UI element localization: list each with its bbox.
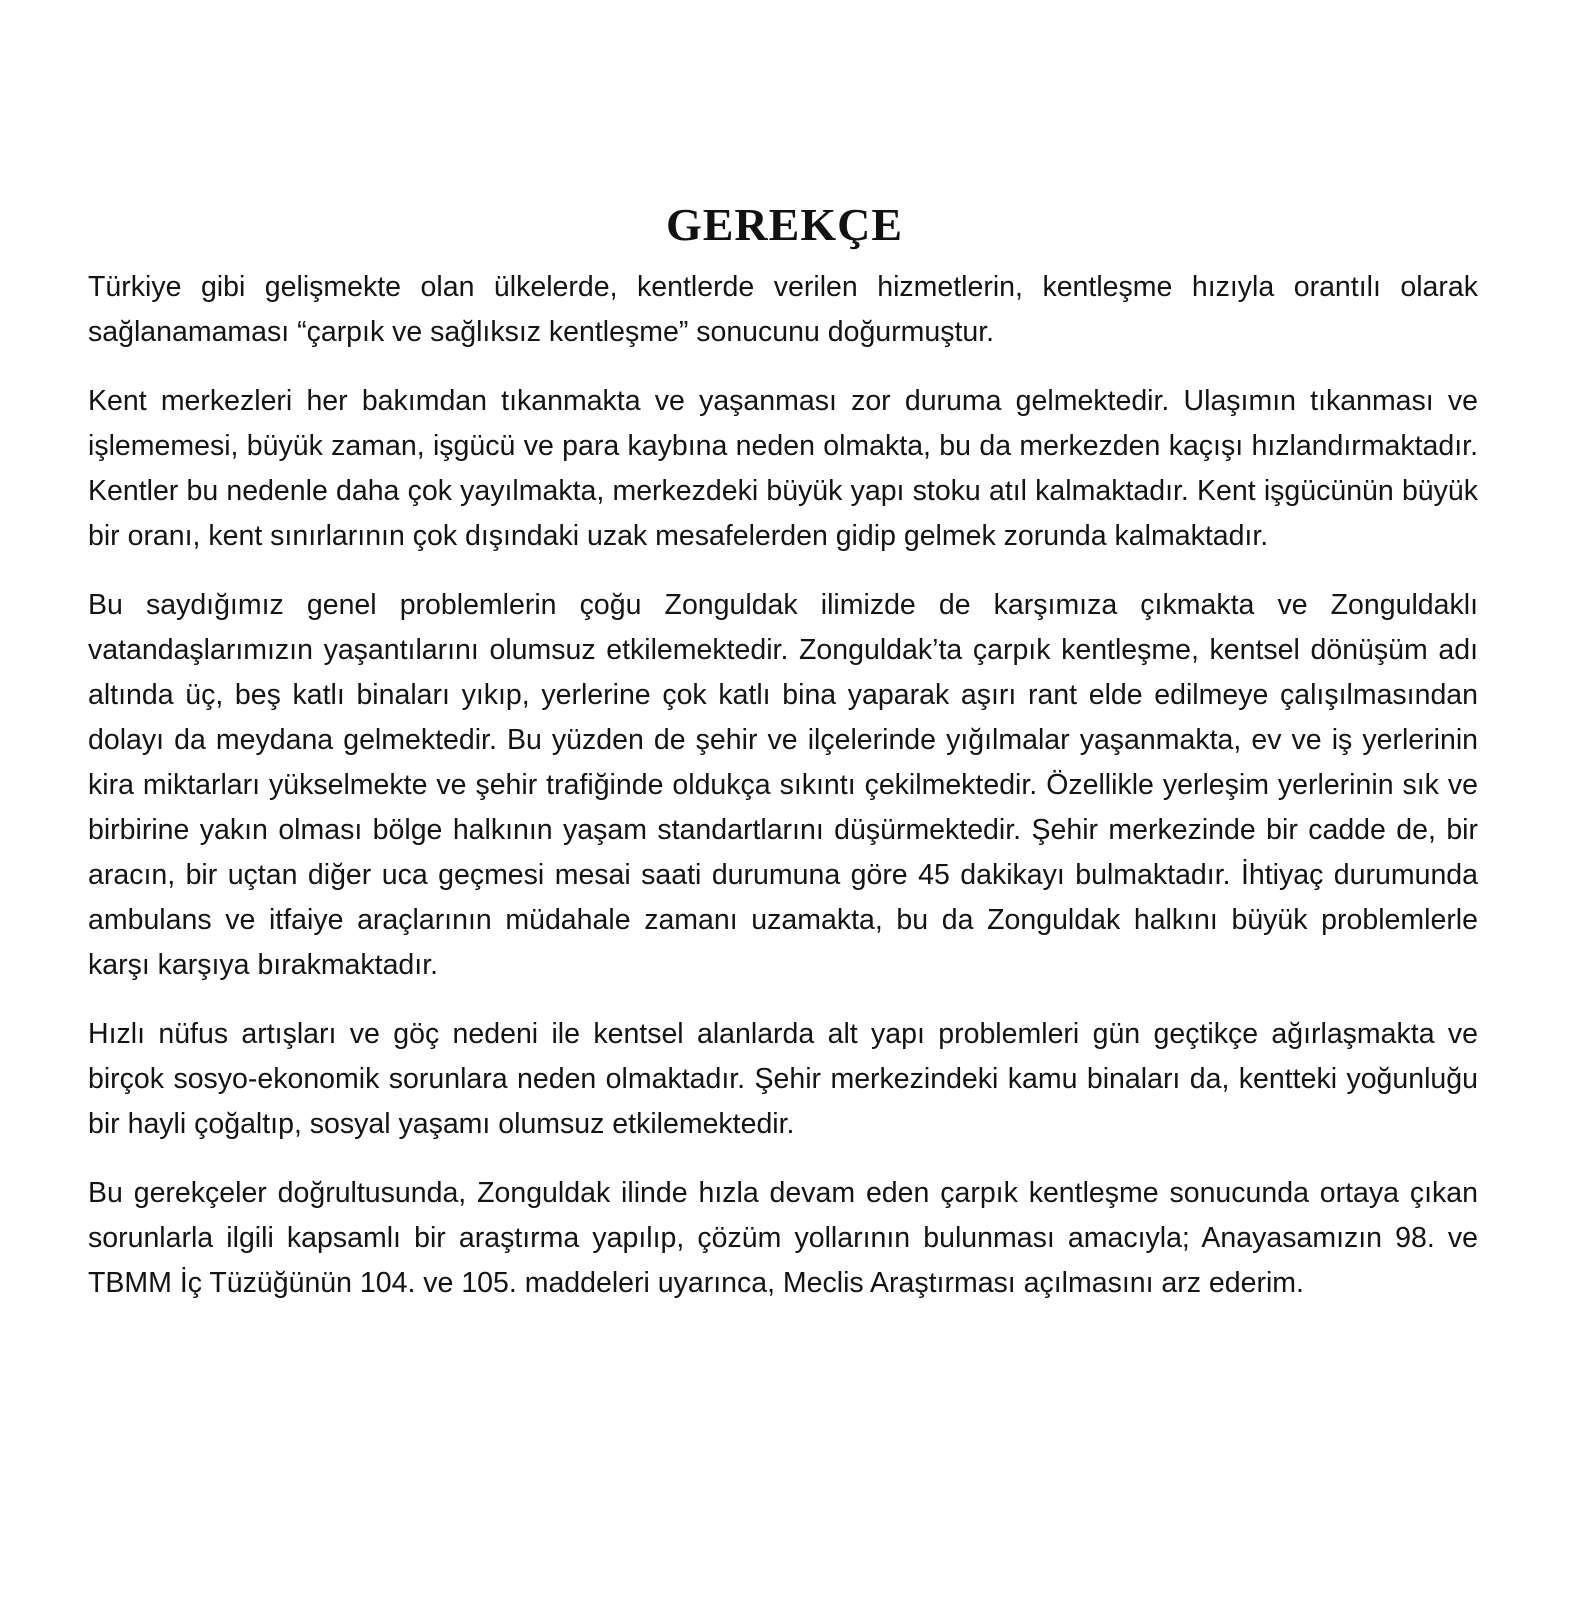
paragraph: Kent merkezleri her bakımdan tıkanmakta ve yaşanması zor duruma gelmektedir. Ulaşımın tıkanması ve işlememesi, büyük zaman, işgücü ve para kaybına neden olmakta, bu da merkezden kaçışı hızlandırmaktadır. Kentler bu nedenle daha çok yayılmakta, merkezdeki büyük yapı stoku atıl kalmaktadır. Kent işgücünün büyük bir oranı, kent sınırlarının çok dışındaki uzak mesafelerden gidip gelmek zorunda kalmaktadır.	[88, 385, 1478, 552]
paragraph: Türkiye gibi gelişmekte olan ülkelerde, kentlerde verilen hizmetlerin, kentleşme hızıyla orantılı olarak sağlanamaması “çarpık ve sağlıksız kentleşme” sonucunu doğurmuştur.	[88, 271, 1478, 348]
document-body	[88, 265, 1478, 1330]
paragraph: Bu gerekçeler doğrultusunda, Zonguldak ilinde hızla devam eden çarpık kentleşme sonucunda ortaya çıkan sorunlarla ilgili kapsamlı bir araştırma yapılıp, çözüm yollarının bulunması amacıyla; Anayasamızın 98. ve TBMM İç Tüzüğünün 104. ve 105. maddeleri uyarınca, Meclis Araştırması açılmasını arz ederim.	[88, 1177, 1478, 1299]
document-title: GEREKÇE	[665, 199, 904, 250]
paragraph: Hızlı nüfus artışları ve göç nedeni ile kentsel alanlarda alt yapı problemleri gün geçtikçe ağırlaşmakta ve birçok sosyo-ekonomik sorunlara neden olmaktadır. Şehir merkezindeki kamu binaları da, kentteki yoğunluğu bir hayli çoğaltıp, sosyal yaşamı olumsuz etkilemektedir.	[88, 1018, 1478, 1140]
paragraph: Bu saydığımız genel problemlerin çoğu Zonguldak ilimizde de karşımıza çıkmakta ve Zonguldaklı vatandaşlarımızın yaşantılarını olumsuz etkilemektedir. Zonguldak’ta çarpık kentleşme, kentsel dönüşüm adı altında üç, beş katlı binaları yıkıp, yerlerine çok katlı bina yaparak aşırı rant elde edilmeye çalışılmasından dolayı da meydana gelmektedir. Bu yüzden de şehir ve ilçelerinde yığılmalar yaşanmakta, ev ve iş yerlerinin kira miktarları yükselmekte ve şehir trafiğinde oldukça sıkıntı çekilmektedir. Özellikle yerleşim yerlerinin sık ve birbirine yakın olması bölge halkının yaşam standartlarını düşürmektedir. Şehir merkezinde bir cadde de, bir aracın, bir uçtan diğer uca geçmesi mesai saati durumuna göre 45 dakikayı bulmaktadır. İhtiyaç durumunda ambulans ve itfaiye araçlarının müdahale zamanı uzamakta, bu da Zonguldak halkını büyük problemlerle karşı karşıya bırakmaktadır.	[88, 589, 1478, 981]
